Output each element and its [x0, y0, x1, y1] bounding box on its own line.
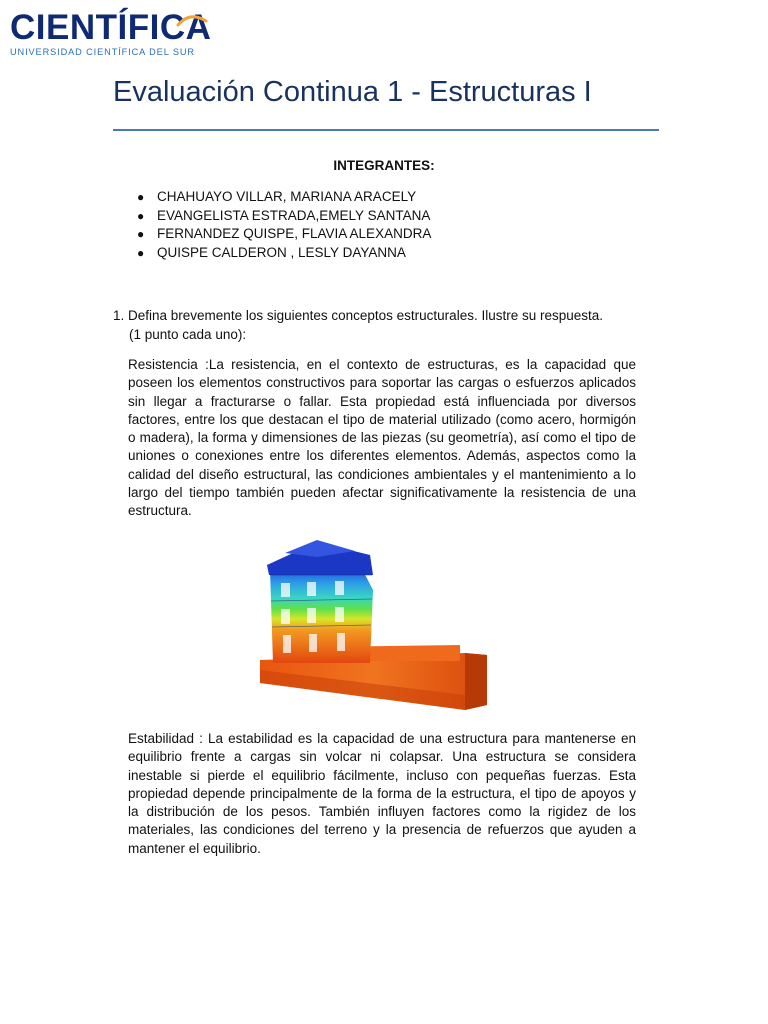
university-logo: [10, 10, 210, 60]
list-item: ● CHAHUAYO VILLAR, MARIANA ARACELY: [137, 188, 431, 207]
question-line: 1. Defina brevemente los siguientes conceptos estructurales. Ilustre su respuesta.: [113, 308, 604, 323]
estabilidad-paragraph: Estabilidad : La estabilidad es la capacidad de una estructura para mantenerse en equilibrio frente a cargas sin volcar ni colapsar. Una estructura se considera inestable si pierde el equilibrio fácilmente, incluso con pequeñas fuerzas. Esta propiedad depende principalmente de la forma de la estructura, el tipo de apoyos y la distribución de los pesos. También influyen factores como la rigidez de los materiales, las condiciones del terreno y la presencia de refuerzos que ayuden a mantener el equilibrio.: [128, 731, 636, 856]
bullet-icon: ●: [137, 227, 145, 241]
members-list: [137, 188, 431, 262]
bullet-icon: ●: [137, 245, 145, 260]
list-item: ● FERNANDEZ QUISPE, FLAVIA ALEXANDRA: [137, 225, 431, 244]
bullet-icon: ●: [137, 208, 145, 223]
list-item: ● EVANGELISTA ESTRADA,EMELY SANTANA: [137, 207, 431, 226]
question-points: (1 punto cada uno):: [129, 326, 247, 342]
title-divider: [113, 129, 659, 131]
members-heading: INTEGRANTES:: [333, 158, 435, 173]
logo-accent-icon: [170, 13, 210, 27]
logo-wordmark: CIENTÍFICA: [10, 8, 212, 47]
bullet-icon: ●: [137, 190, 145, 204]
resistencia-paragraph: Resistencia :La resistencia, en el contexto de estructuras, es la capacidad que poseen los elementos constructivos para soportar las cargas o esfuerzos aplicados sin llegar a fracturarse o fallar. Esta propiedad está influenciada por diversos factores, entre los que destacan el tipo de material utilizado (como acero, hormigón o madera), la forma y dimensiones de las piezas (su geometría), así como el tipo de uniones o conexiones entre los diferentes elementos. Además, aspectos como la calidad del diseño estructural, las condiciones ambientales y el mantenimiento a lo largo del tiempo también pueden afectar significativamente la resistencia de una estructura.: [128, 357, 636, 519]
logo-subtitle: UNIVERSIDAD CIENTÍFICA DEL SUR: [10, 47, 195, 57]
document-title: Evaluación Continua 1 - Estructuras I: [113, 76, 592, 108]
list-item: ● QUISPE CALDERON , LESLY DAYANNA: [137, 244, 431, 263]
question-text: [113, 307, 603, 344]
structure-simulation-image: [255, 535, 493, 715]
